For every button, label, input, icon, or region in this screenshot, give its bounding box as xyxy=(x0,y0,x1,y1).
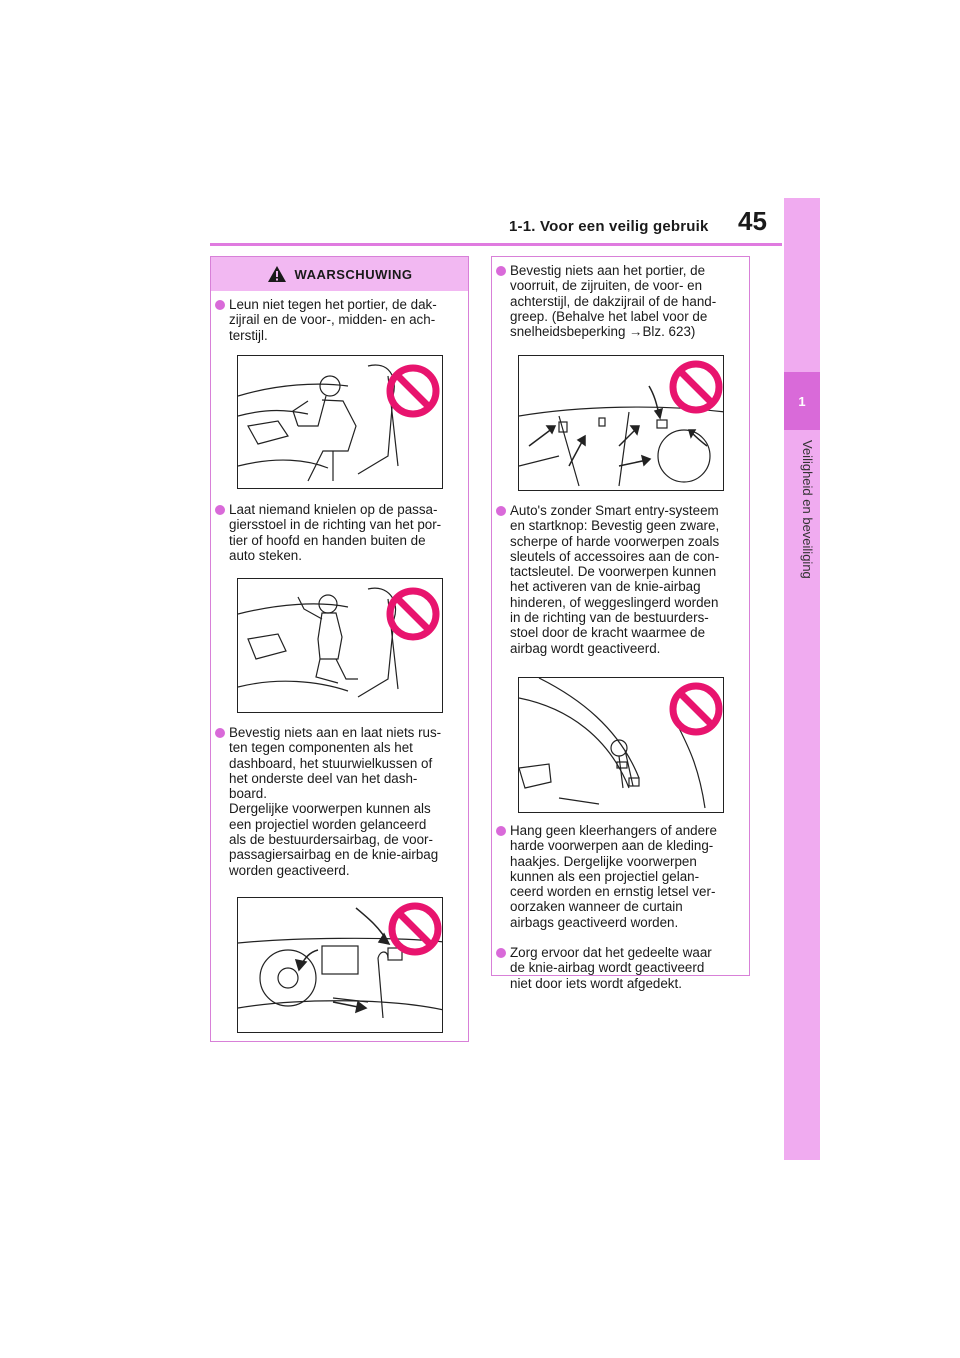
figure-door-pillars xyxy=(518,355,724,491)
warning-panel-left xyxy=(210,256,469,1042)
header-divider xyxy=(210,243,782,246)
prohibition-icon xyxy=(669,360,723,414)
chapter-number: 1 xyxy=(798,393,806,409)
item-text: Hang geen kleerhangers of andere harde voorwerpen aan de kleding- haakjes. Dergelijke voorwerpen kunnen als een projectiel gelan- ceerd worden en ernstig letsel ver- oorzaken wanneer de curtain airbags geactiveerd worden. xyxy=(510,823,717,930)
list-item xyxy=(215,297,465,343)
figure-ignition-keys xyxy=(518,677,724,813)
prohibition-icon xyxy=(388,902,442,956)
section-title: 1-1. Voor een veilig gebruik xyxy=(509,218,709,235)
warning-header xyxy=(211,257,468,291)
list-item xyxy=(496,945,746,991)
item-text: Bevestig niets aan en laat niets rus- ten tegen componenten als het dashboard, het stuurwielkussen of het onderste deel van het dash- board. Dergelijke voorwerpen kunnen als een projectiel worden gelanceerd als de bestuurdersairbag, de voor- passagiersairbag en de knie-airbag worden geactiveerd. xyxy=(229,725,442,878)
bullet-icon xyxy=(496,948,506,958)
bullet-icon xyxy=(215,505,225,515)
chapter-title: Veiligheid en beveiliging xyxy=(800,440,815,579)
item-text: Laat niemand knielen op de passa- giersstoel in de richting van het por- tier of hoofd en handen buiten de auto steken. xyxy=(229,502,442,563)
item-text: Zorg ervoor dat het gedeelte waar de knie-airbag wordt geactiveerd niet door iets wordt afgedekt. xyxy=(510,945,712,991)
chapter-number-tab[interactable] xyxy=(784,372,820,430)
item-text: Bevestig niets aan het portier, de voorruit, de zijruiten, de voor- en achterstijl, de dakzijrail of de hand- greep. (Behalve het label voor de snelheidsbeperking →Blz. 623) xyxy=(510,263,717,340)
prohibition-icon xyxy=(669,682,723,736)
chapter-side-tab xyxy=(784,198,820,1160)
item-text: Auto's zonder Smart entry-systeem en startknop: Bevestig geen zware, scherpe of harde voorwerpen zoals sleutels of accessoires aan de con- tactsleutel. De voorwerpen kunnen het activeren van de knie-airbag hinderen, of weggeslingerd worden in de richting van de bestuurders- stoel door de kracht waarmee de airbag wordt geactiveerd. xyxy=(510,503,720,656)
bullet-icon xyxy=(496,266,506,276)
prohibition-icon xyxy=(386,364,440,418)
bullet-icon xyxy=(496,506,506,516)
bullet-icon xyxy=(496,826,506,836)
figure-leaning-on-door xyxy=(237,355,443,489)
bullet-icon xyxy=(215,728,225,738)
item-text: Leun niet tegen het portier, de dak- zijrail en de voor-, midden- en ach- terstijl. xyxy=(229,297,437,343)
prohibition-icon xyxy=(386,587,440,641)
list-item xyxy=(496,263,746,339)
warning-title: WAARSCHUWING xyxy=(294,266,413,282)
warning-panel-right xyxy=(491,256,750,991)
bullet-icon xyxy=(215,300,225,310)
list-item xyxy=(496,823,746,930)
list-item xyxy=(215,502,465,563)
warning-triangle-icon xyxy=(267,265,287,283)
page-number: 45 xyxy=(738,206,767,236)
figure-dashboard-objects xyxy=(237,897,443,1033)
figure-kneeling-passenger xyxy=(237,578,443,713)
list-item xyxy=(496,503,746,656)
list-item xyxy=(215,725,465,878)
